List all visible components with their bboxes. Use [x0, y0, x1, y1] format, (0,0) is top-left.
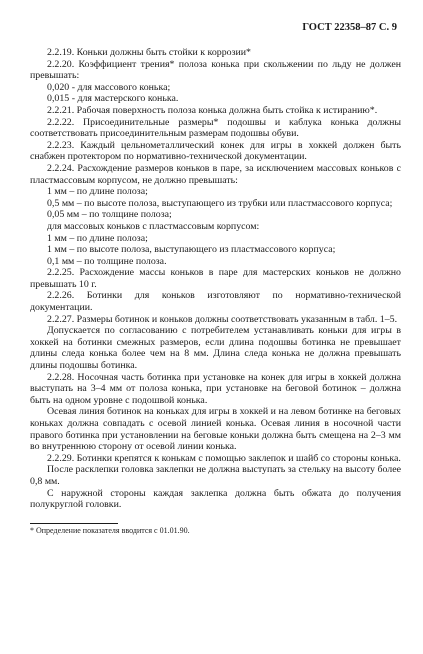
- page-header: ГОСТ 22358–87 С. 9: [302, 22, 397, 33]
- paragraph-p-2-2-27: 2.2.27. Размеры ботинок и коньков должны соответствовать указанным в табл. 1–5.: [47, 313, 398, 325]
- paragraph-p-2-2-25: 2.2.25. Расхождение массы коньков в паре для мастерских коньков не должно превышать 10 г.: [30, 267, 401, 290]
- paragraph-p-1mm-c: 1 мм – по высоте полоза, выступающего из пластмассового корпуса;: [47, 244, 336, 256]
- paragraph-p-005mm: 0,05 мм – по толщине полоза;: [47, 209, 172, 221]
- paragraph-p-2-2-28: 2.2.28. Носочная часть ботинка при установке на конек для игры в хоккей должна выступать на 3–4 мм от полоза конька, при установке на беговой ботинок – должна быть на одном уровне с подошвой конька.: [30, 371, 401, 406]
- paragraph-p-2-2-20: 2.2.20. Коэффициент трения* полоза конька при скольжении по льду не должен превышать:: [30, 58, 401, 82]
- paragraph-p-05mm-a: 0,5 мм – по высоте полоза, выступающего из трубки или пластмассового корпуса;: [47, 197, 393, 209]
- paragraph-p-0015: 0,015 - для мастерского конька.: [47, 93, 179, 105]
- paragraph-p-2-2-26: 2.2.26. Ботинки для коньков изготовляют по нормативно-технической документации.: [30, 290, 401, 314]
- paragraph-p-2-2-22: 2.2.22. Присоединительные размеры* подошвы и каблука конька должны соответствовать присоединительным размерам подошвы обуви.: [30, 116, 401, 140]
- paragraph-p-2-2-21: 2.2.21. Рабочая поверхность полоза конька должна быть стойка к истиранию*.: [47, 104, 378, 116]
- footnote: * Определение показателя вводится с 01.01.90.: [30, 525, 190, 535]
- paragraph-p-0020: 0,020 - для массового конька;: [47, 81, 171, 93]
- paragraph-p-dopusk: Допускается по согласованию с потребителем устанавливать коньки для игры в хоккей на ботинки смежных размеров, если длина подошвы ботинка не превышает длины следа конька более чем на 8 мм. Длина следа конька не должна превышать длины подошвы ботинка.: [30, 325, 401, 372]
- paragraph-p-1mm-b: 1 мм – по длине полоза;: [47, 232, 148, 244]
- paragraph-p-2-2-23: 2.2.23. Каждый цельнометаллический конек для игры в хоккей должен быть снабжен протектором по нормативно-технической документации.: [30, 139, 401, 163]
- paragraph-p-01mm: 0,1 мм – по толщине полоза.: [47, 255, 167, 267]
- footnote-divider: [30, 523, 118, 524]
- paragraph-p-2-2-19: 2.2.19. Коньки должны быть стойки к коррозии*: [47, 47, 251, 58]
- paragraph-p-2-2-29: 2.2.29. Ботинки крепятся к конькам с помощью заклепок и шайб со стороны конька.: [47, 452, 401, 464]
- paragraph-p-2-2-24: 2.2.24. Расхождение размеров коньков в паре, за исключением массовых коньков с пластмассовым корпусом, не должно превышать:: [30, 162, 401, 186]
- paragraph-p-osevaya: Осевая линия ботинок на коньках для игры в хоккей и на левом ботинке на беговых коньках должна совпадать с осевой линией конька. Осевая линия в носочной части правого ботинка при установлении на беговые коньки должна быть смещена на 2–3 мм во внутреннюю сторону от осевой линии конька.: [30, 406, 401, 453]
- paragraph-p-posle: После расклепки головка заклепки не должна выступать за стельку на высоту более 0,8 мм.: [30, 464, 401, 487]
- body-text: [30, 47, 401, 511]
- paragraph-p-1mm-a: 1 мм – по длине полоза;: [47, 186, 148, 198]
- paragraph-p-mass: для массовых коньков с пластмассовым корпусом:: [47, 220, 260, 232]
- paragraph-p-naruzh: С наружной стороны каждая заклепка должна быть обжата до получения полукруглой головки.: [30, 487, 401, 511]
